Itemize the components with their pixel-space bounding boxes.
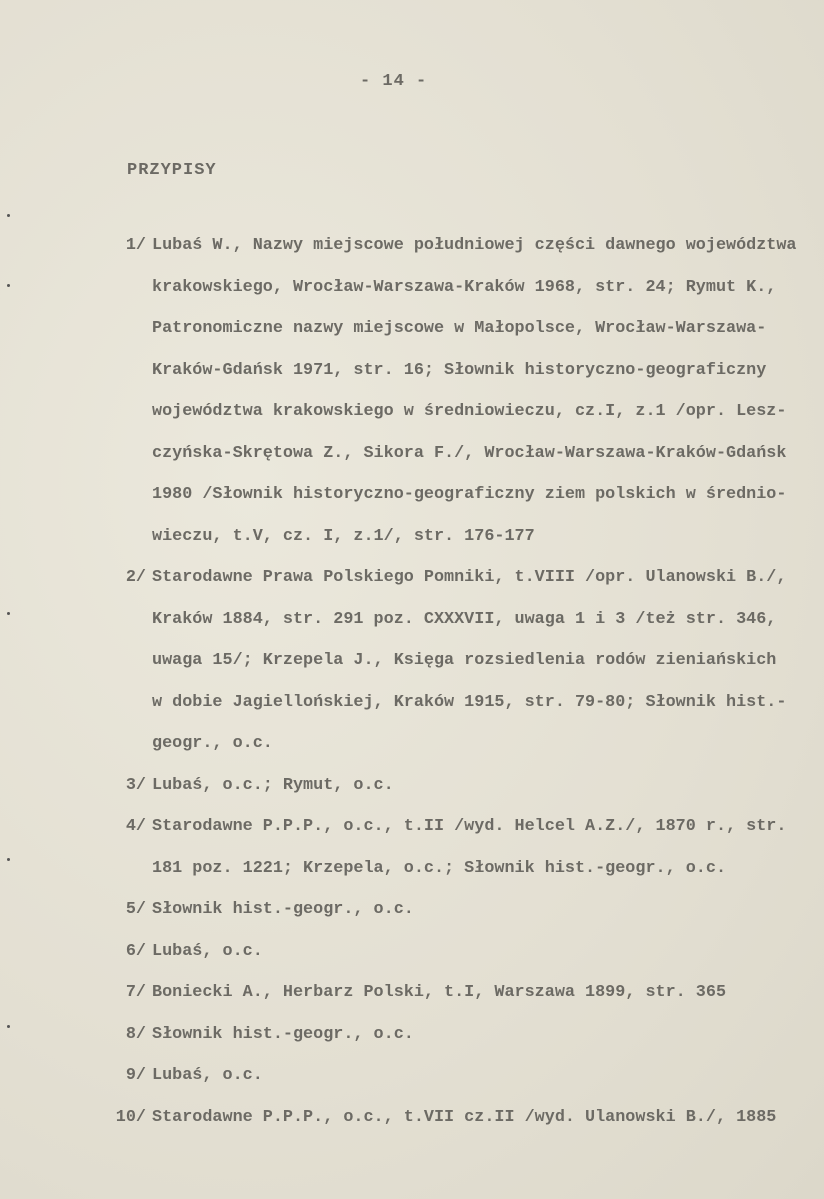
footnote [0,1097,824,1139]
footnote-line: Lubaś, o.c. [152,1066,263,1085]
footnote-line: 181 poz. 1221; Krzepela, o.c.; Słownik hist.-geogr., o.c. [152,858,727,878]
footnote-number: 1/ [125,236,146,255]
footnote-text [152,1014,414,1056]
footnote-number: 3/ [125,775,146,795]
footnote-text [152,557,786,765]
footnote-line: Starodawne Prawa Polskiego Pomniki, t.VIII /opr. Ulanowski B./, [152,568,787,587]
footnote-line: Lubaś W., Nazwy miejscowe południowej części dawnego województwa [152,236,797,255]
footnote-line: Patronomiczne nazwy miejscowe w Małopolsce, Wrocław-Warszawa- [152,319,767,338]
footnote-line: Lubaś, o.c.; Rymut, o.c. [152,775,394,795]
footnotes-list [0,225,824,1138]
footnote-text [152,225,797,557]
footnote-line: 1980 /Słownik historyczno-geograficzny ziem polskich w średnio- [152,485,787,504]
footnote-text [152,889,414,931]
footnote [0,889,824,931]
footnote [0,765,824,807]
footnote-line: Kraków 1884, str. 291 poz. CXXXVII, uwaga 1 i 3 /też str. 346, [152,609,777,629]
footnote [0,557,824,765]
footnote-number: 6/ [125,941,146,961]
footnote-line: województwa krakowskiego w średniowieczu, cz.I, z.1 /opr. Lesz- [152,402,787,421]
footnote-text [152,806,786,889]
page-number: - 14 - [360,72,428,91]
footnote-line: geogr., o.c. [152,734,273,753]
footnote [0,225,824,557]
footnote-text [152,1097,776,1139]
footnote [0,1055,824,1097]
footnote-number: 9/ [125,1066,146,1085]
punch-mark [7,214,10,217]
footnote-number: 4/ [125,817,146,836]
footnote-line: krakowskiego, Wrocław-Warszawa-Kraków 1968, str. 24; Rymut K., [152,277,777,297]
footnote-line: Boniecki A., Herbarz Polski, t.I, Warszawa 1899, str. 365 [152,983,727,1002]
footnote-number: 8/ [125,1024,146,1044]
footnote-number: 7/ [125,983,146,1002]
footnote [0,806,824,889]
section-heading: PRZYPISY [127,161,217,180]
footnote-text [152,765,394,807]
footnote-line: Lubaś, o.c. [152,941,263,961]
footnote-line: Słownik hist.-geogr., o.c. [152,1024,414,1044]
footnote-line: Kraków-Gdańsk 1971, str. 16; Słownik historyczno-geograficzny [152,360,767,380]
footnote-line: czyńska-Skrętowa Z., Sikora F./, Wrocław-Warszawa-Kraków-Gdańsk [152,443,787,463]
footnote-line: Starodawne P.P.P., o.c., t.II /wyd. Helcel A.Z./, 1870 r., str. [152,817,787,836]
footnote-line: Słownik hist.-geogr., o.c. [152,900,414,919]
footnote-text [152,972,726,1014]
footnote [0,972,824,1014]
footnote-line: w dobie Jagiellońskiej, Kraków 1915, str. 79-80; Słownik hist.- [152,692,787,712]
footnote-number: 2/ [125,568,146,587]
footnote-text [152,1055,263,1097]
footnote-line: wieczu, t.V, cz. I, z.1/, str. 176-177 [152,526,535,546]
footnote-number: 10/ [115,1107,146,1127]
footnote-text [152,931,263,973]
footnote-line: uwaga 15/; Krzepela J., Księga rozsiedlenia rodów zieniańskich [152,651,777,670]
footnote-number: 5/ [125,900,146,919]
footnote-line: Starodawne P.P.P., o.c., t.VII cz.II /wyd. Ulanowski B./, 1885 [152,1107,777,1127]
footnote [0,931,824,973]
footnote [0,1014,824,1056]
